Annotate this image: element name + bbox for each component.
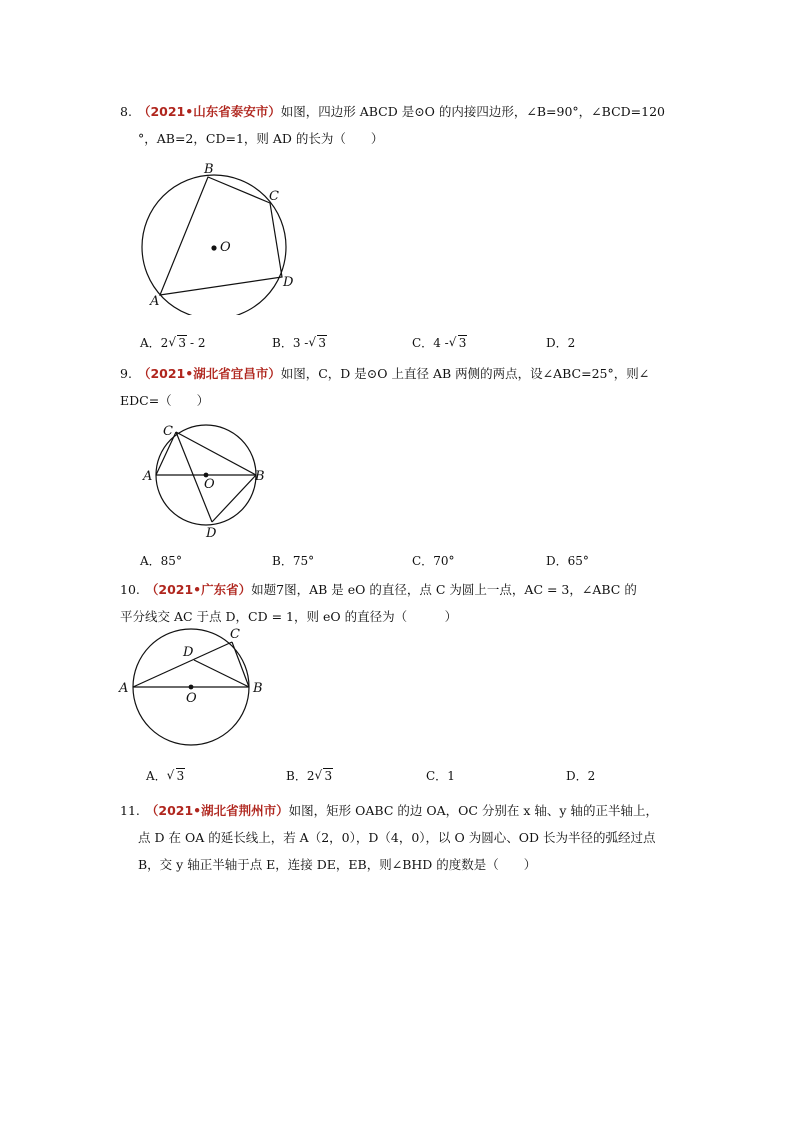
label-b: B [255, 469, 265, 484]
question-text: EDC=（ ） [120, 393, 210, 408]
question-number: 10. [120, 582, 140, 597]
question-8-line1 [120, 98, 680, 125]
question-text: 如图，四边形 ABCD 是⊙O 的内接四边形，∠B=90°，∠BCD=120 [280, 104, 665, 119]
question-source: （2021•山东省泰安市） [137, 104, 281, 119]
question-11-line2 [120, 824, 680, 851]
question-9-line2 [120, 387, 680, 414]
label-c: C [230, 627, 240, 642]
option-b[interactable]: B．2 √ 3 [286, 768, 333, 783]
center-point [211, 245, 216, 250]
option-d[interactable]: D．2 [566, 769, 596, 783]
label-d: D [206, 526, 217, 541]
question-text: B，交 y 轴正半轴于点 E，连接 DE，EB，则∠BHD 的度数是（ ） [138, 857, 537, 872]
question-number: 8. [120, 104, 132, 119]
question-11-line3 [120, 851, 680, 878]
question-text: °，AB=2，CD=1，则 AD 的长为（ ） [138, 131, 384, 146]
question-9 [120, 360, 680, 414]
question-10-line1 [120, 576, 680, 603]
question-text: 如图，矩形 OABC 的边 OA，OC 分别在 x 轴、y 轴的正半轴上， [288, 803, 658, 818]
question-source: （2021•广东省） [145, 582, 252, 597]
label-a: A [143, 469, 153, 484]
option-d[interactable]: D．65° [546, 554, 589, 568]
label-b: B [204, 162, 214, 177]
label-a: A [150, 294, 160, 309]
center-point [189, 685, 194, 690]
question-text: 点 D 在 OA 的延长线上，若 A（2，0），D（4，0），以 O 为圆心、OD 长为半径的弧经过点 [138, 830, 656, 845]
option-a[interactable]: A．85° [140, 554, 182, 568]
question-number: 11. [120, 803, 140, 818]
question-source: （2021•湖北省荆州市） [145, 803, 289, 818]
option-b[interactable]: B．3 - √ 3 [272, 335, 326, 350]
option-c[interactable]: C．4 - √ 3 [412, 335, 467, 350]
label-c: C [269, 189, 279, 204]
question-text: 如题7图，AB 是 eO 的直径，点 C 为圆上一点，AC = 3，∠ABC 的 [251, 582, 637, 597]
question-8 [120, 98, 680, 152]
label-b: B [253, 681, 263, 696]
option-d[interactable]: D．2 [546, 336, 576, 350]
question-8-line2 [120, 125, 680, 152]
label-d: D [283, 275, 294, 290]
label-a: A [119, 681, 129, 696]
label-c: C [163, 424, 173, 439]
question-11-line1 [120, 797, 680, 824]
option-c[interactable]: C．70° [412, 554, 455, 568]
question-10-figure [116, 624, 276, 754]
option-a[interactable]: A．2 √ 3 - 2 [140, 335, 206, 350]
label-o: O [204, 477, 215, 492]
label-d: D [183, 645, 194, 660]
label-o: O [186, 691, 197, 706]
question-source: （2021•湖北省宜昌市） [137, 366, 281, 381]
question-9-line1 [120, 360, 680, 387]
option-c[interactable]: C．1 [426, 769, 455, 783]
question-10 [120, 576, 680, 630]
question-text: 如图，C，D 是⊙O 上直径 AB 两侧的两点，设∠ABC=25°，则∠ [280, 366, 650, 381]
question-8-figure [130, 155, 310, 315]
label-o: O [220, 240, 231, 255]
option-a[interactable]: A． √ 3 [146, 768, 185, 783]
question-9-figure [138, 418, 278, 542]
question-11 [120, 797, 680, 878]
question-text: 平分线交 AC 于点 D，CD = 1，则 eO 的直径为（ ） [120, 609, 458, 624]
question-number: 9. [120, 366, 132, 381]
option-b[interactable]: B．75° [272, 554, 315, 568]
